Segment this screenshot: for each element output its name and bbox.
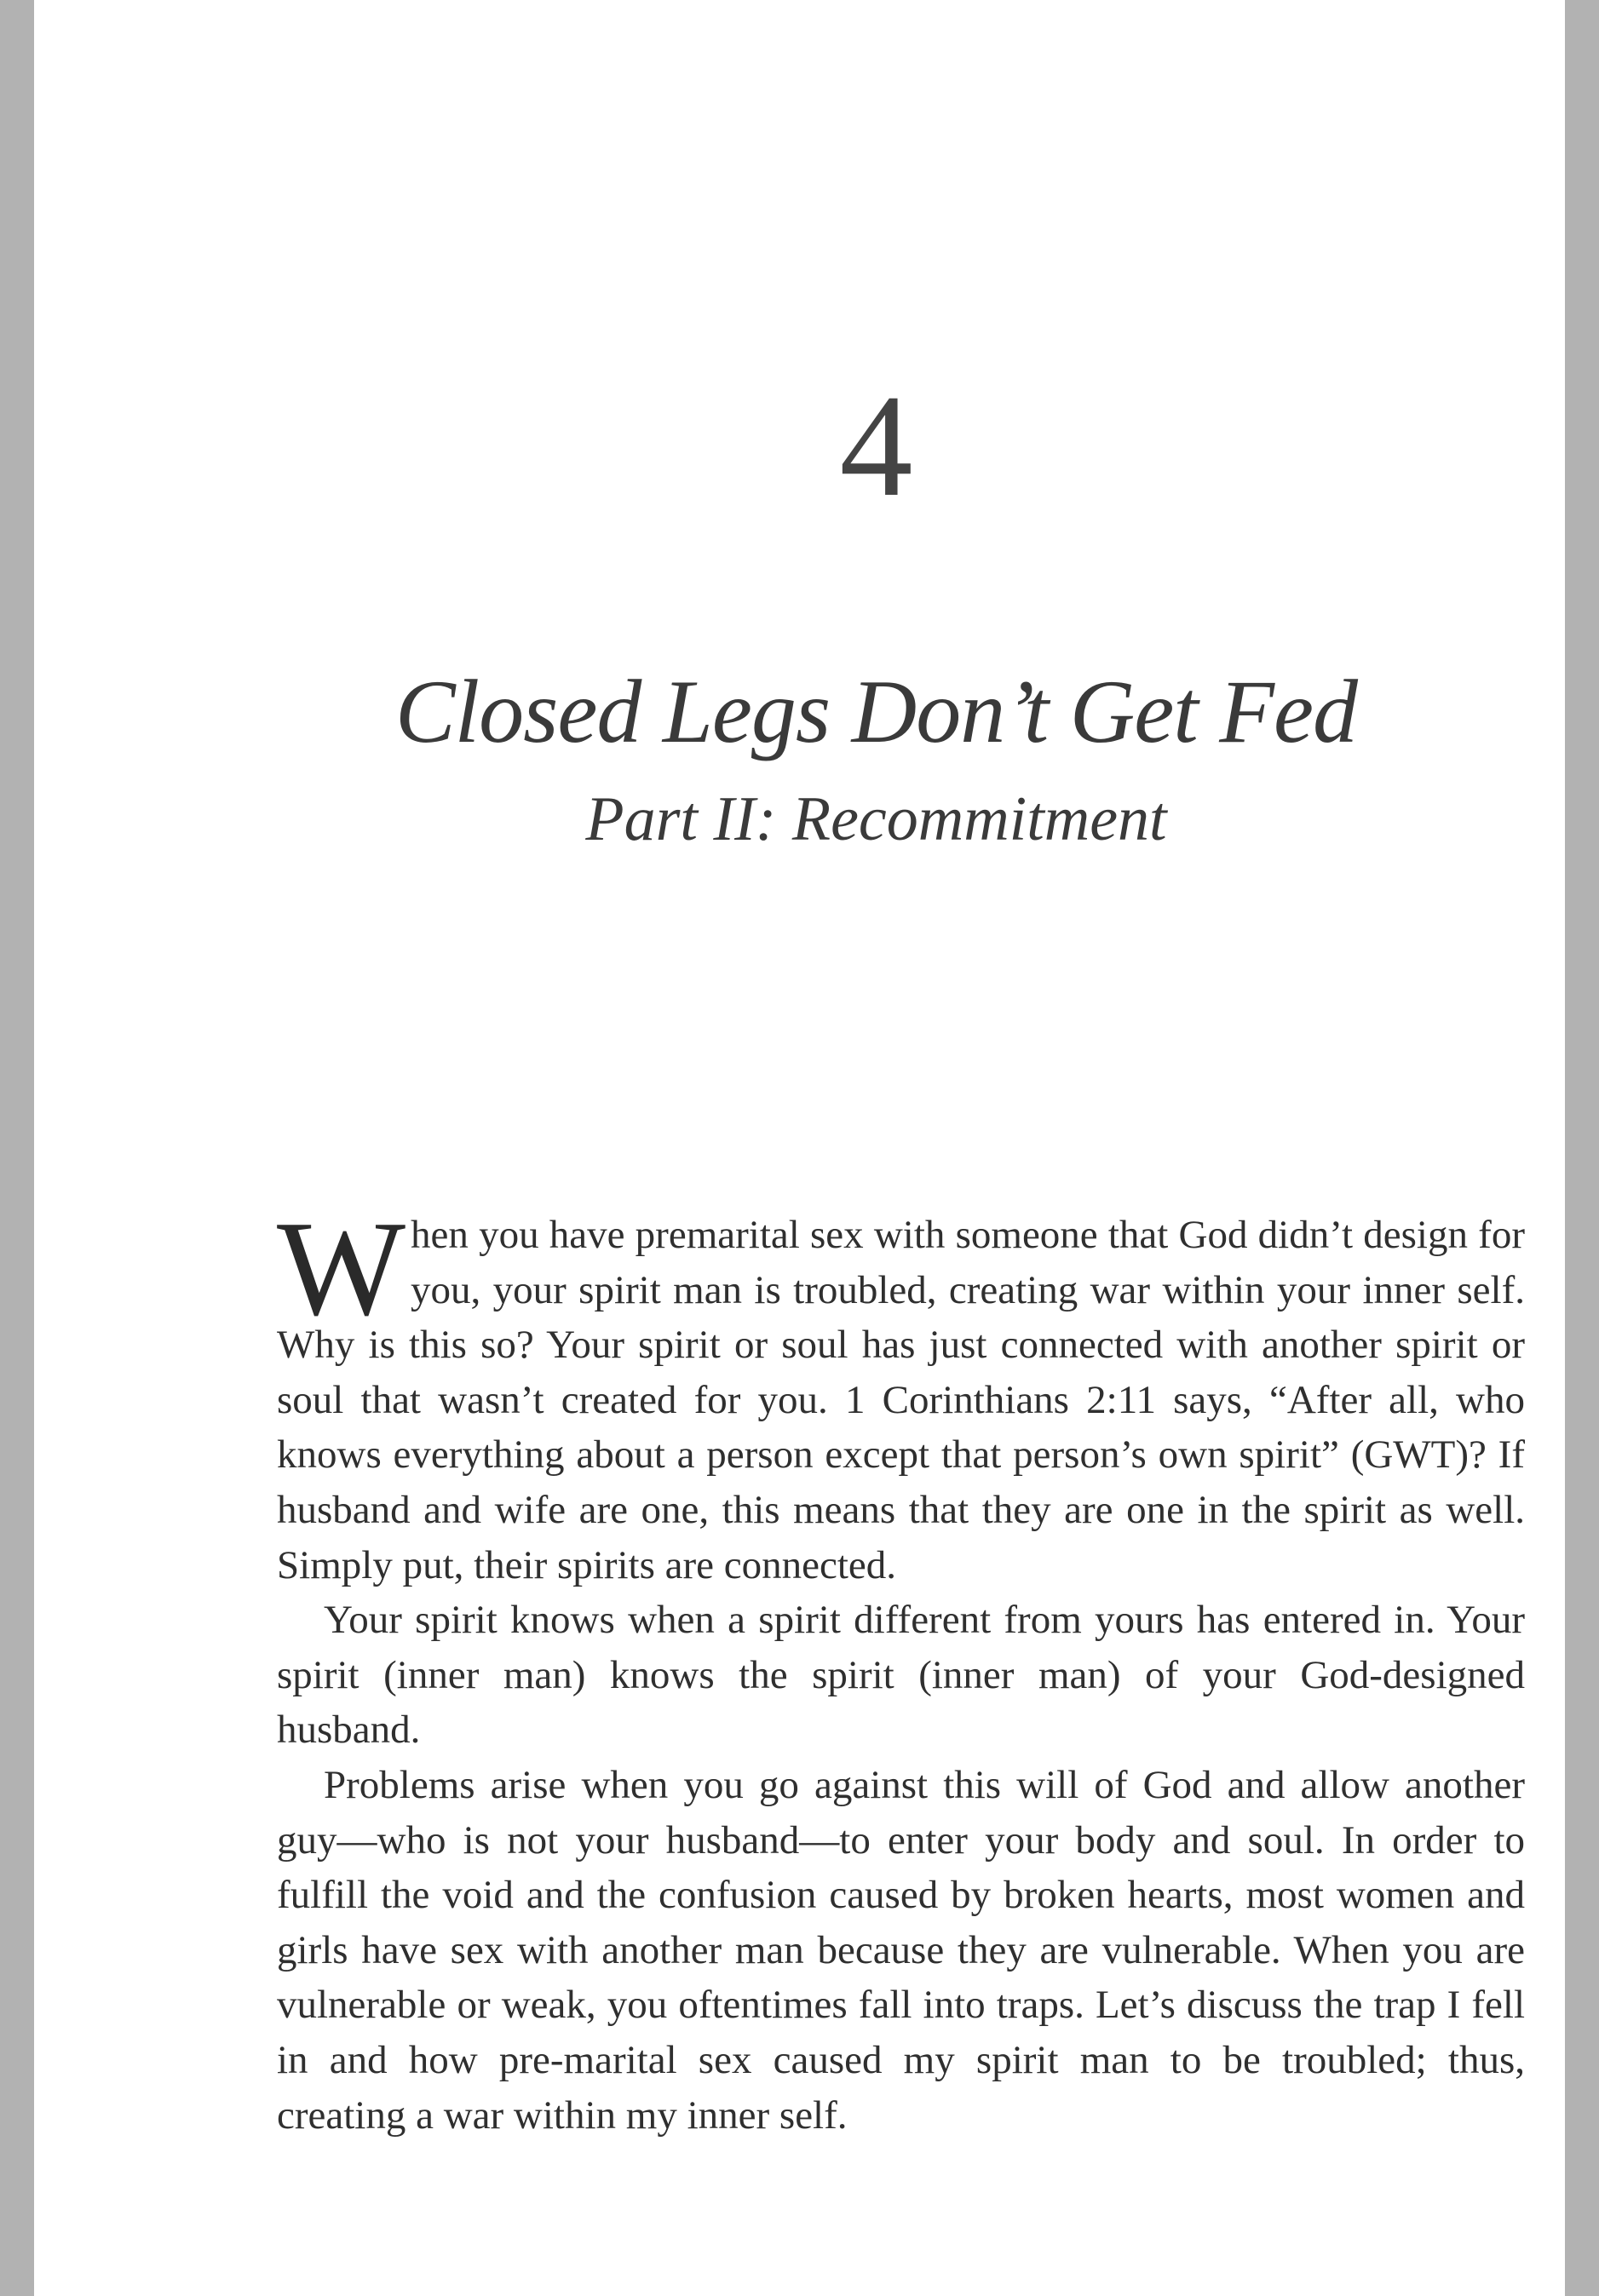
body-paragraph: Your spirit knows when a spirit different from yours has entered in. Your spirit (inner man) knows the spirit (inner man) of your God-designed husband. [277, 1598, 1525, 1753]
chapter-body [277, 1192, 1525, 2143]
paragraph-text: hen you have premarital sex with someone that God didn’t design for you, your spirit man is troubled, creating war within your inner self. Why is this so? Your spirit or soul has just connected with another spirit or soul that wasn’t created for you. 1 Corinthians 2:11 says, “After all, who knows everything about a person except that person’s own spirit” (GWT)? If husband and wife are one, this means that they are one in the spirit as well. Simply put, their spirits are connected. [277, 1213, 1525, 1587]
body-paragraph: Problems arise when you go against this will of God and allow another guy—who is not your husband—to enter your body and soul. In order to fulfill the void and the confusion caused by broken hearts, most women and girls have sex with another man because they are vulnerable. When you are vulnerable or weak, you oftentimes fall into traps. Let’s discuss the trap I fell in and how pre-marital sex caused my spirit man to be troubled; thus, creating a war within my inner self. [277, 1762, 1525, 2138]
chapter-title: Closed Legs Don’t Get Fed [394, 662, 1358, 761]
chapter-number: 4 [839, 365, 913, 527]
chapter-subtitle: Part II: Recommitment [585, 784, 1167, 854]
body-paragraph [277, 1192, 1525, 1593]
drop-cap: W [277, 1192, 406, 1344]
book-page [34, 0, 1565, 2296]
